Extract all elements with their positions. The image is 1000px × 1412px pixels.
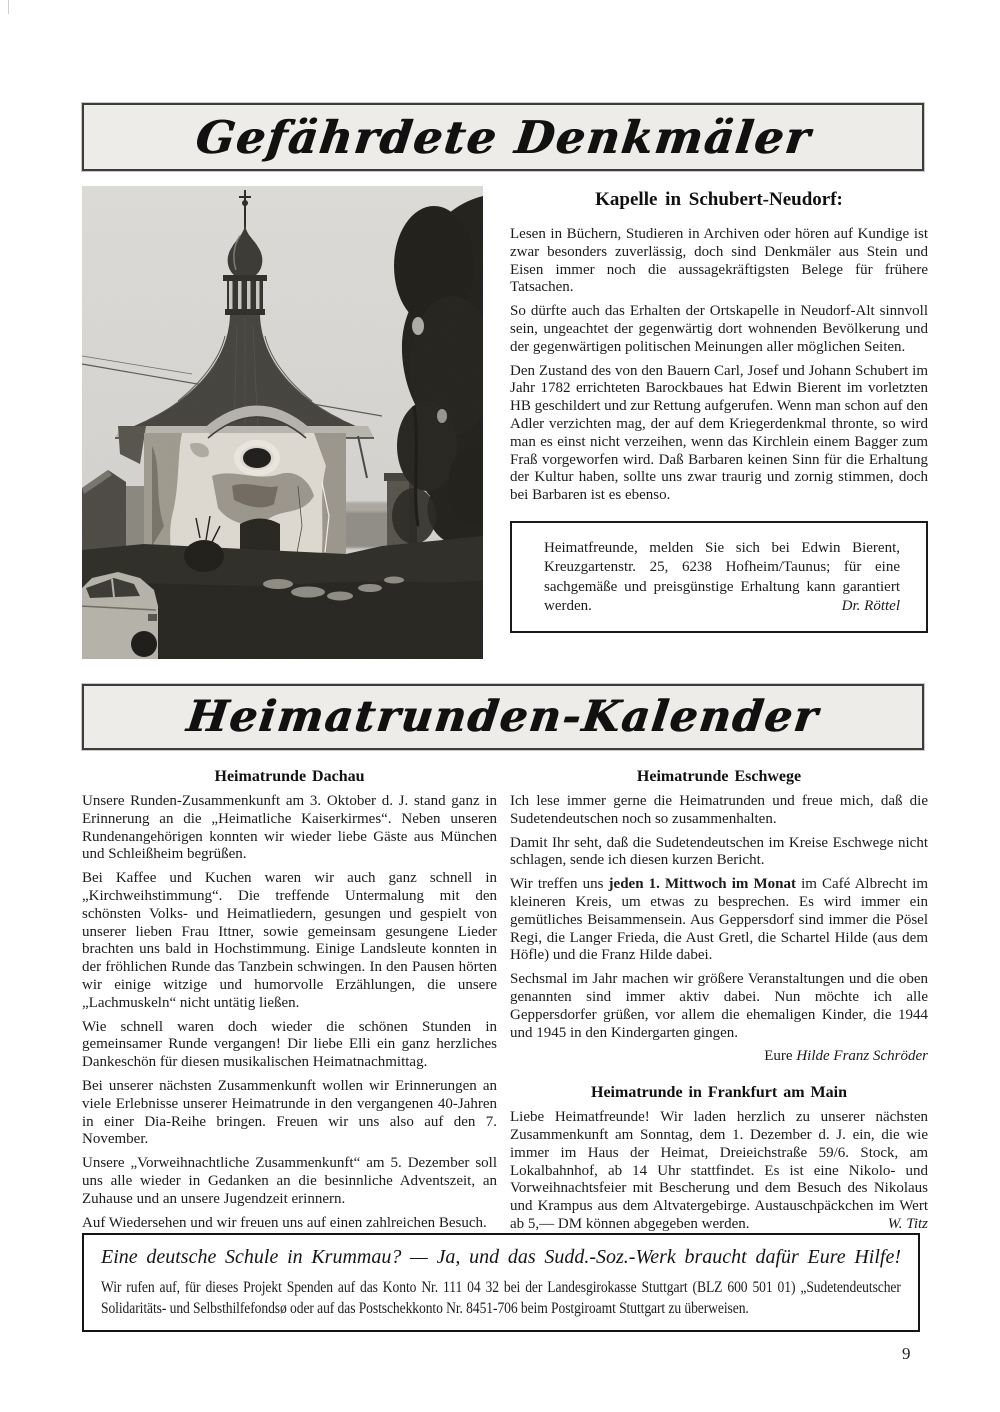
scan-artifact <box>8 0 9 14</box>
frankfurt-heading: Heimatrunde in Frankfurt am Main <box>591 1084 847 1102</box>
kapelle-paragraph-2: So dürfte auch das Erhalten der Ortskapelle in Neudorf-Alt sinnvoll sein, ungeachtet der gegenwärtig dort wohnenden Bevölkerung und der gegenwärtigen politischen Meinungen aller möglichen Seiten. <box>510 303 928 355</box>
banner-title: Heimatrunden-Kalender <box>184 692 822 742</box>
signature-prefix: Eure <box>764 1048 797 1065</box>
frankfurt-paragraph-1 <box>510 1109 928 1234</box>
appeal-body: Wir rufen auf, für dieses Projekt Spenden auf das Konto Nr. 111 04 32 bei der Landesgirokasse Stuttgart (BLZ 600 501 01) „Sudetendeutscher Solidaritäts- und Selbsthilfefondsø oder auf das Postschekkonto Nr. 8451-706 beim Postgiroamt Stuttgart zu überweisen. <box>101 1279 901 1317</box>
dachau-paragraph-3: Wie schnell waren doch wieder die schönen Stunden in gemeinsamer Runde vergangen! Dir liebe Elli ein ganz herzliches Dankeschön für diesen musikalischen Heimatnachmittag. <box>82 1018 497 1071</box>
dachau-paragraph-2: Bei Kaffee und Kuchen waren wir auch ganz schnell in „Kirchweihstimmung“. Die treffende Untermalung mit den schönsten Volks- und Heimatliedern, gesungen und gespielt von unserer lieben Frau Ittner, sowie gemeinsam gesungene Lieder brachten uns bald in Hochstimmung. Einige Landsleute konnten in der fröhlichen Runde das Tanzbein schwingen. In den Pausen hörten wir einige witzige und humorvolle Erzählungen, die unsere „Lachmuskeln“ nicht untätig ließen. <box>82 870 497 1011</box>
eschwege-paragraph-4: Sechsmal im Jahr machen wir größere Veranstaltungen und die oben genannten sind immer aktiv dabei. Nun möchte ich alle Geppersdorfer grüßen, vor allem die ehemaligen Kinder, die 1944 und 1945 in den Kindergarten gingen. <box>510 971 928 1041</box>
banner-title: Gefährdete Denkmäler <box>192 110 814 164</box>
note-signature: Dr. Röttel <box>841 598 900 615</box>
eschwege-p3-post: im Café Albrecht im kleineren Kreis, um etwas zu besprechen. Es wird immer ein gemütliches Beisammensein. Aus Geppersdorf sind immer die Pösel Regi, die Langer Frieda, die Aust Gretl, die Schartel Hilde (aus dem Höfle) und die Franz Hilde dabei. <box>510 876 928 964</box>
eschwege-p3-pre: Wir treffen uns <box>510 876 609 893</box>
frankfurt-text: Liebe Heimatfreunde! Wir laden herzlich zu unserer nächsten Zusammenkunft am Sonntag, dem 1. Dezember d. J. ein, die wie immer im Haus der Heimat, Dreieichstraße 59/6. Stock, am Lokalbahnhof, ab 14 Uhr stattfindet. Es ist eine Nikolo- und Vorweihnachtsfeier mit Bescherung und dem Besuch des Nikolaus und Krampus aus dem Altvatergebirge. Austauschpäckchen im Wert ab 5,— DM können abgegeben werden. <box>510 1109 928 1232</box>
note-text: Heimatfreunde, melden Sie sich bei Edwin Bierent, Kreuzgartenstr. 25, 6238 Hofheim/Taunus; für eine sachgemäße und preisgünstige Erhaltung kann garantiert werden. <box>544 539 900 615</box>
eschwege-paragraph-3 <box>510 876 928 965</box>
photo-grain <box>82 186 483 659</box>
dachau-paragraph-4: Bei unserer nächsten Zusammenkunft wollen wir Erinnerungen an viele Erlebnisse unserer Heimatrunde in den vergangenen 40-Jahren in einer Dia-Reihe bringen. Freuen wir uns also auf den 7. November. <box>82 1077 497 1148</box>
dachau-paragraph-6 <box>82 1215 497 1233</box>
appeal-headline: Eine deutsche Schule in Krummau? — Ja, und das Sudd.-Soz.-Werk braucht dafür Eure Hilfe! <box>101 1246 901 1268</box>
frankfurt-signature: W. Titz <box>887 1215 928 1232</box>
eschwege-frankfurt-section <box>510 766 928 1240</box>
kapelle-paragraph-1: Lesen in Büchern, Studieren in Archiven oder hören auf Kundige ist zwar besonders zuverlässig, doch sind Denkmäler aus Stein und Eisen immer noch die aussagekräftigsten Belege für frühere Tatsachen. <box>510 226 928 296</box>
kapelle-article <box>510 188 928 633</box>
contact-note-text <box>544 539 900 617</box>
chapel-photo <box>82 186 483 659</box>
signature-name: Hilde Franz Schröder <box>796 1048 928 1065</box>
dachau-paragraph-5: Unsere „Vorweihnachtliche Zusammenkunft“ am 5. Dezember soll uns alle wieder in Gedanken an die besinnliche Adventszeit, an Zuhause und an unsere Jugendzeit erinnern. <box>82 1155 497 1207</box>
page-number: 9 <box>902 1344 911 1363</box>
section-banner-heimatrunden-kalender <box>82 684 924 750</box>
eschwege-heading: Heimatrunde Eschwege <box>636 768 802 785</box>
eschwege-p3-bold: jeden 1. Mittwoch im Monat <box>608 876 796 893</box>
dachau-heading: Heimatrunde Dachau <box>214 768 365 785</box>
contact-note-box <box>510 521 928 633</box>
eschwege-paragraph-1: Ich lese immer gerne die Heimatrunden und freue mich, daß die Sudetendeutschen noch so zusammenhalten. <box>510 793 928 827</box>
eschwege-signature <box>510 1048 928 1066</box>
chapel-photo-illustration <box>82 186 483 659</box>
kapelle-heading: Kapelle in Schubert-Neudorf: <box>595 189 843 210</box>
dachau-paragraph-1: Unsere Runden-Zusammenkunft am 3. Oktober d. J. stand ganz in Erinnerung an die „Heimatliche Kaiserkirmes“. Neben unseren Rundenangehörigen konnten wir wieder liebe Gäste aus München und Schleißheim begrüßen. <box>82 793 497 863</box>
donation-appeal-box <box>82 1233 920 1332</box>
dachau-closing: Auf Wiedersehen und wir freuen uns auf einen zahlreichen Besuch. <box>82 1214 487 1231</box>
kapelle-paragraph-3: Den Zustand des von den Bauern Carl, Josef und Johann Schubert im Jahr 1782 errichteten Barockbaues hat Edwin Bierent im vorletzten HB geschildert und zur Rettung aufgerufen. Wenn man schon auf den Adler verzichten mag, der auf dem Kriegerdenkmal thronte, so wird man es einst nicht verzeihen, wenn das Kirchlein einem Bagger zum Fraß vorgeworfen wird. Daß Barbaren keinen Sinn für die Erhaltung der Kultur haben, sollte uns zwar traurig und zornig stimmen, doch bei Barbaren ist es ebenso. <box>510 362 928 504</box>
section-banner-gefaehrdete-denkmaeler <box>82 103 924 171</box>
dachau-section <box>82 766 497 1250</box>
eschwege-paragraph-2: Damit Ihr seht, daß die Sudetendeutschen im Kreise Eschwege nicht schlagen, sende ich diesen kurzen Bericht. <box>510 834 928 869</box>
